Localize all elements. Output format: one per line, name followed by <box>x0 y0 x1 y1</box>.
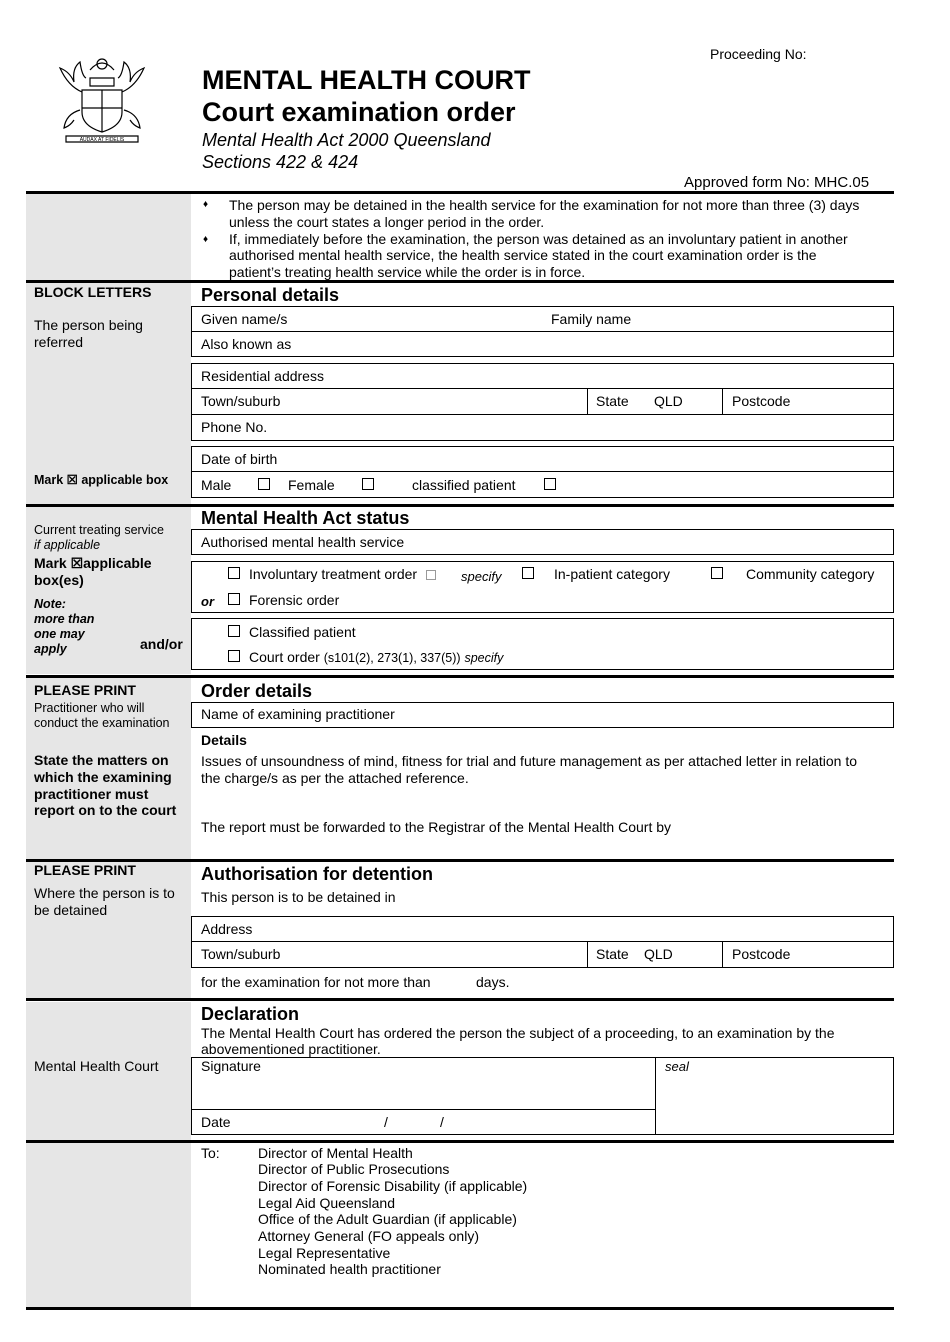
practitioner-label: Practitioner who will <box>34 701 145 715</box>
note-text: authorised mental health service, the health service stated in the court examination order is the <box>229 247 817 263</box>
authorised-service-field[interactable]: Authorised mental health service <box>201 534 405 550</box>
given-name-field[interactable]: Given name/s <box>201 311 288 327</box>
form-title: Court examination order <box>202 97 516 127</box>
sections-subtitle: Sections 422 & 424 <box>202 152 359 172</box>
state-matters-label: which the examining <box>34 769 172 785</box>
list-item: Director of Public Prosecutions <box>258 1161 450 1177</box>
divider <box>191 331 894 332</box>
male-label: Male <box>201 477 232 493</box>
declaration-heading: Declaration <box>201 1004 300 1024</box>
community-checkbox[interactable] <box>711 567 723 579</box>
date-separator: / <box>384 1114 388 1130</box>
town-suburb-field[interactable]: Town/suburb <box>201 393 281 409</box>
detention-state-value: QLD <box>644 946 673 962</box>
inpatient-label: In-patient category <box>554 566 670 582</box>
bullet-icon: ♦ <box>203 199 209 210</box>
female-checkbox[interactable] <box>362 478 374 490</box>
court-order-specify: specify <box>464 651 504 665</box>
mark-boxes-label: Mark ☒applicable <box>34 555 152 571</box>
order-details-heading: Order details <box>201 681 313 701</box>
days-label: days. <box>476 974 510 990</box>
note-label: Note: <box>34 597 66 611</box>
detention-sidebar <box>26 862 191 998</box>
person-referred-label: The person being <box>34 317 143 333</box>
list-item: Attorney General (FO appeals only) <box>258 1228 479 1244</box>
mark-boxes-label: box(es) <box>34 572 84 588</box>
involuntary-label: Involuntary treatment order <box>249 566 418 582</box>
detention-town-field[interactable]: Town/suburb <box>201 946 281 962</box>
list-item: Legal Aid Queensland <box>258 1195 395 1211</box>
detention-state-label: State <box>596 946 629 962</box>
detention-address-field[interactable]: Address <box>201 921 253 937</box>
divider <box>191 414 894 415</box>
separator <box>26 675 894 678</box>
list-item: Office of the Adult Guardian (if applicable) <box>258 1211 517 1227</box>
state-label: State <box>596 393 629 409</box>
divider <box>655 1057 656 1135</box>
bullet-icon: ♦ <box>203 234 209 245</box>
date-separator: / <box>440 1114 444 1130</box>
inpatient-checkbox[interactable] <box>522 567 534 579</box>
specify-label: specify <box>461 569 502 584</box>
mental-health-court-label: Mental Health Court <box>34 1058 159 1074</box>
note-text: unless the court states a longer period in the order. <box>229 214 545 230</box>
classified-checkbox[interactable] <box>228 625 240 637</box>
notes-sidebar <box>26 194 191 281</box>
phone-field[interactable]: Phone No. <box>201 419 268 435</box>
issues-text: the charge/s as per the attached reference. <box>201 770 469 786</box>
practitioner-label: conduct the examination <box>34 716 170 730</box>
if-applicable-label: if applicable <box>34 538 101 552</box>
svg-text:AUDAX AT FIDELIS: AUDAX AT FIDELIS <box>79 137 125 143</box>
current-treating-label: Current treating service <box>34 523 164 537</box>
small-box-icon <box>426 570 436 580</box>
distribution-sidebar <box>26 1143 191 1307</box>
court-order-text: Court order <box>249 649 320 665</box>
approved-form-number: Approved form No: MHC.05 <box>684 174 870 191</box>
date-of-birth-field[interactable]: Date of birth <box>201 451 278 467</box>
where-detained-label: be detained <box>34 902 108 918</box>
list-item: Director of Forensic Disability (if applicable) <box>258 1178 528 1194</box>
family-name-field[interactable]: Family name <box>551 311 632 327</box>
note-label: apply <box>34 642 67 656</box>
separator <box>26 191 894 194</box>
involuntary-checkbox[interactable] <box>228 567 240 579</box>
note-text: If, immediately before the examination, the person was detained as an involuntary patient in another <box>229 231 848 247</box>
declaration-text: abovementioned practitioner. <box>201 1041 381 1057</box>
state-matters-label: State the matters on <box>34 752 169 768</box>
classified-patient-checkbox[interactable] <box>544 478 556 490</box>
list-item: Director of Mental Health <box>258 1145 413 1161</box>
male-checkbox[interactable] <box>258 478 270 490</box>
to-label: To: <box>201 1145 220 1161</box>
postcode-field[interactable]: Postcode <box>732 393 791 409</box>
signature-seal-box <box>191 1057 894 1135</box>
proceeding-number-label: Proceeding No: <box>710 46 807 62</box>
court-order-sections: (s101(2), 273(1), 337(5)) <box>323 651 461 665</box>
note-text: The person may be detained in the health service for the examination for not more than three (3) days <box>229 197 860 213</box>
signature-field[interactable]: Signature <box>201 1058 261 1074</box>
classified-patient-label: classified patient <box>412 477 516 493</box>
court-order-label <box>249 649 503 667</box>
exam-duration-text: for the examination for not more than <box>201 974 431 990</box>
female-label: Female <box>288 477 335 493</box>
coat-of-arms-logo <box>52 50 152 148</box>
list-item: Nominated health practitioner <box>258 1261 441 1277</box>
state-matters-label: practitioner must <box>34 786 149 802</box>
act-subtitle: Mental Health Act 2000 Queensland <box>202 130 491 150</box>
mha-status-heading: Mental Health Act status <box>201 508 410 528</box>
note-label: one may <box>34 627 85 641</box>
where-detained-label: Where the person is to <box>34 885 175 901</box>
separator <box>26 998 894 1001</box>
divider <box>587 941 588 968</box>
separator <box>26 1140 894 1143</box>
separator <box>26 504 894 507</box>
or-label: or <box>201 594 214 609</box>
also-known-as-field[interactable]: Also known as <box>201 336 292 352</box>
list-item: Legal Representative <box>258 1245 391 1261</box>
forensic-label: Forensic order <box>249 592 340 608</box>
divider <box>191 388 894 389</box>
personal-details-heading: Personal details <box>201 285 340 305</box>
divider <box>191 941 894 942</box>
note-label: more than <box>34 612 95 626</box>
classified-label: Classified patient <box>249 624 356 640</box>
divider <box>191 471 894 472</box>
court-name-heading: MENTAL HEALTH COURT <box>202 65 531 95</box>
detention-postcode-field[interactable]: Postcode <box>732 946 791 962</box>
declaration-text: The Mental Health Court has ordered the person the subject of a proceeding, to an examination by the <box>201 1025 835 1041</box>
details-label: Details <box>201 732 247 748</box>
examining-practitioner-field[interactable]: Name of examining practitioner <box>201 706 395 722</box>
divider <box>722 388 723 414</box>
separator <box>26 859 894 862</box>
divider <box>587 388 588 414</box>
please-print-label: PLEASE PRINT <box>34 682 136 698</box>
detention-heading: Authorisation for detention <box>201 864 433 884</box>
community-label: Community category <box>746 566 875 582</box>
and-or-label: and/or <box>140 636 183 652</box>
state-value: QLD <box>654 393 683 409</box>
person-referred-label: referred <box>34 334 84 350</box>
please-print-label: PLEASE PRINT <box>34 862 136 878</box>
residential-address-field[interactable]: Residential address <box>201 368 324 384</box>
divider <box>191 1109 655 1110</box>
note-text: patient’s treating health service while the order is in force. <box>229 264 586 280</box>
report-deadline-text: The report must be forwarded to the Registrar of the Mental Health Court by <box>201 819 672 835</box>
issues-text: Issues of unsoundness of mind, fitness for trial and future management as per attached letter in relation to <box>201 753 858 769</box>
mark-box-instruction: Mark ☒ applicable box <box>34 473 169 487</box>
divider <box>722 941 723 968</box>
seal-label: seal <box>665 1059 689 1074</box>
court-order-checkbox[interactable] <box>228 650 240 662</box>
forensic-checkbox[interactable] <box>228 593 240 605</box>
date-field[interactable]: Date <box>201 1114 231 1130</box>
separator <box>26 1307 894 1310</box>
detained-in-text: This person is to be detained in <box>201 889 396 905</box>
block-letters-label: BLOCK LETTERS <box>34 284 152 300</box>
state-matters-label: report on to the court <box>34 802 177 818</box>
